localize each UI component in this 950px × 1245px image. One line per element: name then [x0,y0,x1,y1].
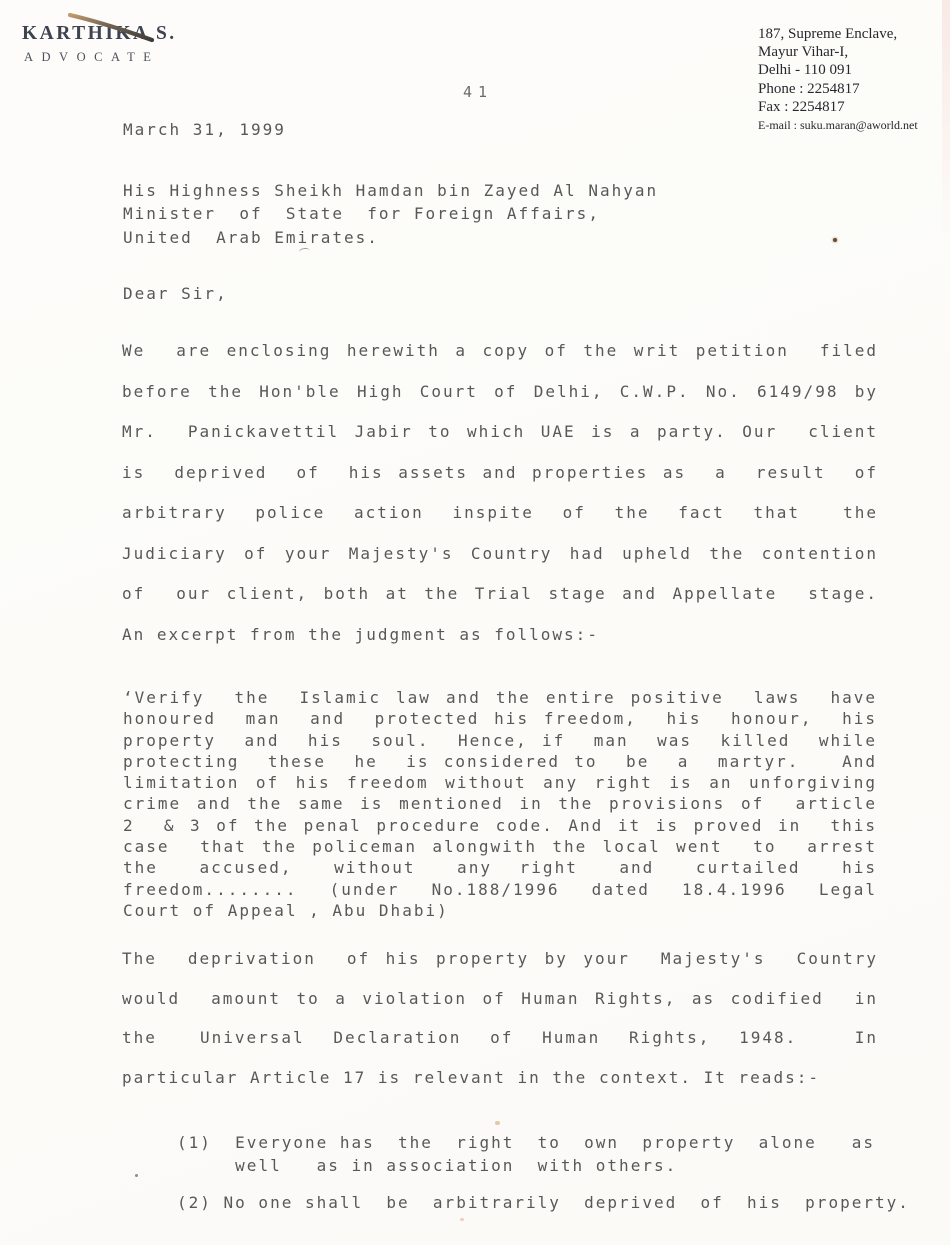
stray-dot-mark [135,1174,138,1177]
text-line: case that the policeman alongwith the local went to arrest [123,837,877,857]
text-line: The deprivation of his property by your Majesty's Country [122,949,878,968]
scan-edge-tint [942,0,950,240]
paragraph-2 [122,949,878,1107]
text-line: before the Hon'ble High Court of Delhi, C.W.P. No. 6149/98 by [122,381,878,401]
text-line: property and his soul. Hence, if man was killed while [123,730,877,750]
date-line: March 31, 1999 [123,120,286,139]
text-line: We are enclosing herewith a copy of the writ petition filed [122,341,878,360]
text-line: 2 & 3 of the penal procedure code. And it is proved in this [123,815,877,835]
text-line: well as in association with others. [177,1155,678,1175]
text-line: (2) No one shall be arbitrarily deprived of his property. [177,1193,910,1212]
judgment-quote [123,688,877,922]
ink-dot-mark [833,238,837,242]
text-line: Fax : 2254817 [758,98,845,115]
letterhead-name: KARTHIKA S. [22,23,177,44]
text-line: (1) Everyone has the right to own property alone as [177,1133,875,1152]
text-line: Delhi - 110 091 [758,62,853,79]
text-line: freedom........ (under No.188/1996 dated 18.4.1996 Legal [123,879,877,899]
pen-strike-icon [64,11,160,45]
recipient-block [123,181,823,251]
text-line: particular Article 17 is relevant in the context. It reads:- [122,1067,820,1087]
salutation: Dear Sir, [123,284,228,303]
text-line: Court of Appeal , Abu Dhabi) [123,900,449,920]
text-line: limitation of his freedom without any right is an unforgiving [123,773,877,793]
text-line: Judiciary of your Majesty's Country had upheld the contention [122,543,878,563]
letterhead-title: ADVOCATE [24,50,160,64]
text-line: honoured man and protected his freedom, his honour, his [123,709,877,729]
list-item-2 [177,1193,937,1216]
list-item-1 [177,1133,922,1178]
page-number: 41 [463,83,494,101]
paragraph-1 [122,341,878,665]
text-line: Mayur Vihar-I, [758,44,849,61]
text-line: the accused, without any right and curtailed his [123,858,877,878]
address-block [758,25,918,134]
text-line: An excerpt from the judgment as follows:- [122,624,599,644]
text-line: Phone : 2254817 [758,80,860,97]
text-line: would amount to a violation of Human Rights, as codified in [122,988,878,1008]
text-line: E-mail : suku.maran@aworld.net [758,117,918,132]
text-line: the Universal Declaration of Human Rights, 1948. In [122,1028,878,1047]
text-line: of our client, both at the Trial stage and Appellate stage. [122,584,878,603]
paper-speck [495,1121,500,1125]
text-line: His Highness Sheikh Hamdan bin Zayed Al Nahyan [123,181,659,200]
text-line: 187, Supreme Enclave, [758,26,898,42]
text-line: crime and the same is mentioned in the provisions of article [123,794,877,814]
text-line: Minister of State for Foreign Affairs, [123,204,600,224]
text-line: ‘Verify the Islamic law and the entire positive laws have [123,688,877,707]
paper-speck [460,1218,464,1221]
text-line: Mr. Panickavettil Jabir to which UAE is a party. Our client [122,422,878,441]
pen-squiggle-mark [299,247,311,256]
text-line: protecting these he is considered to be a martyr. And [123,751,877,771]
text-line: arbitrary police action inspite of the fact that the [122,503,878,522]
text-line: United Arab Emirates. [123,227,379,247]
text-line: is deprived of his assets and properties as a result of [122,462,878,482]
